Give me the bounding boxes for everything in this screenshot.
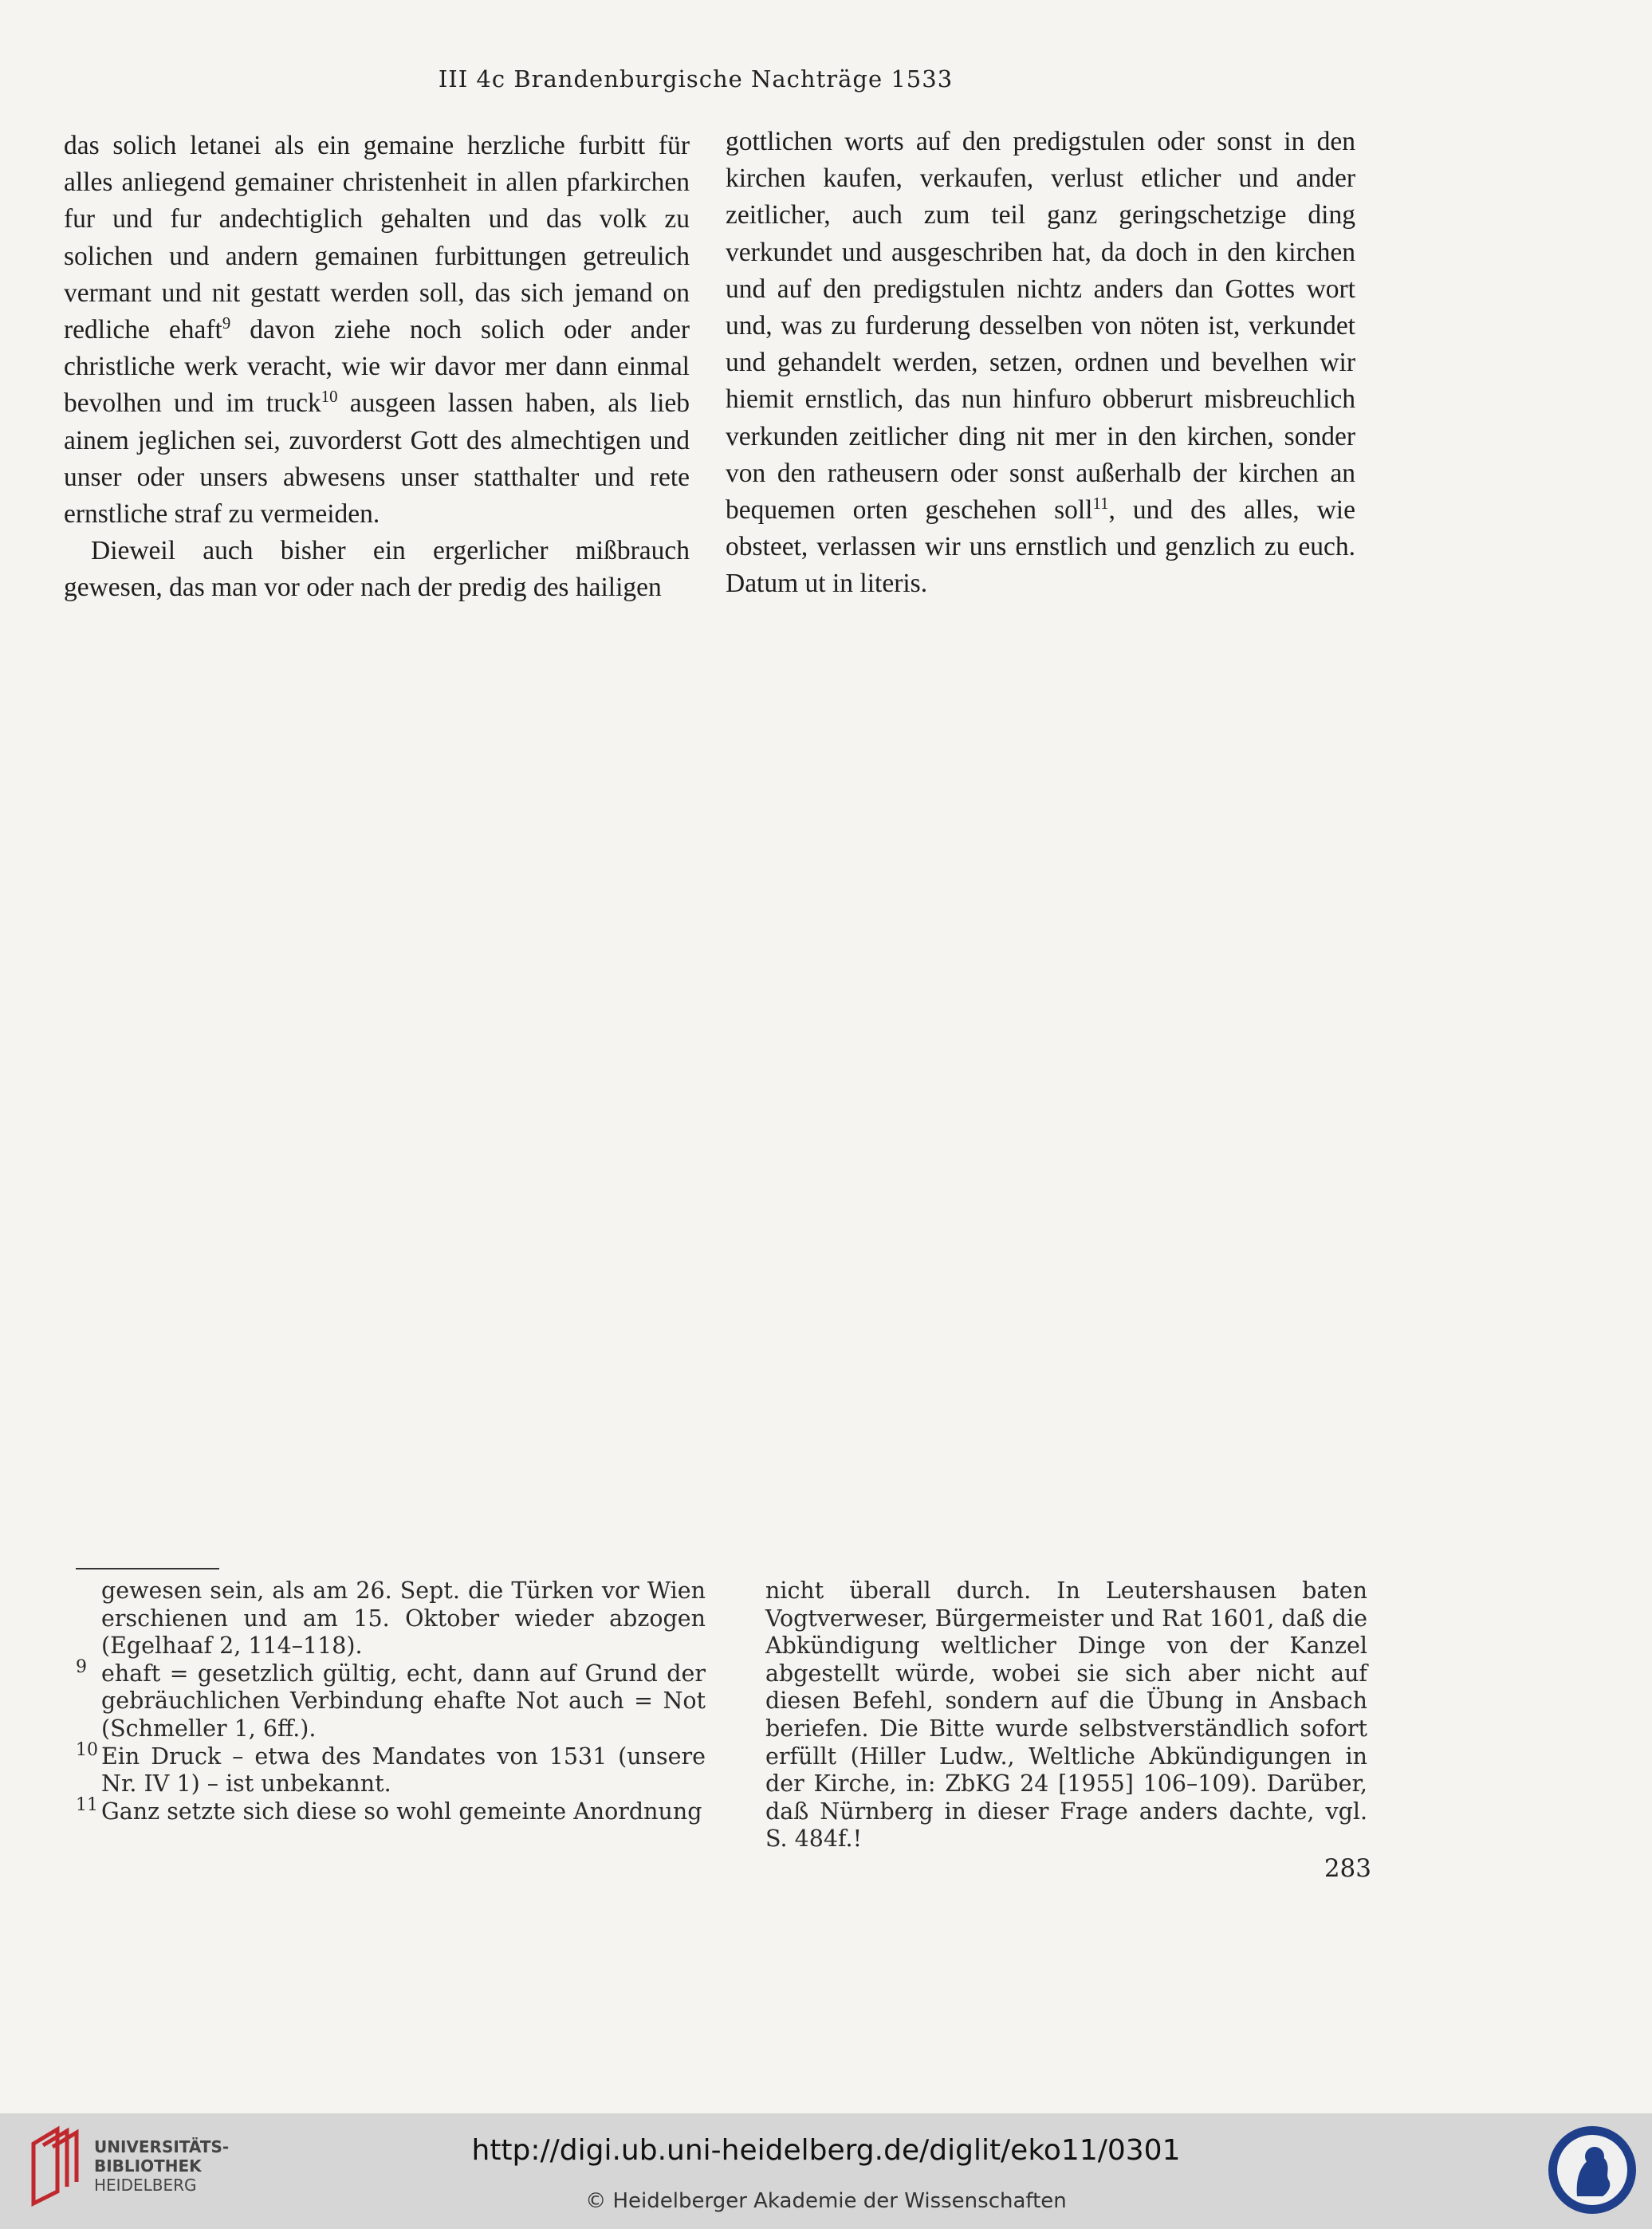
academy-seal-icon[interactable]	[1545, 2123, 1639, 2217]
body-column-left	[64, 128, 690, 607]
library-name-line1: UNIVERSITÄTS-	[94, 2137, 230, 2156]
footnote-reference: 11	[1092, 494, 1109, 513]
footnotes-right	[765, 1577, 1367, 1853]
body-paragraph	[726, 124, 1355, 603]
footnote-text: Ein Druck – etwa des Mandates von 1531 (unsere Nr. IV 1) – ist unbekannt.	[101, 1743, 706, 1798]
text-run: ausgeen lassen haben, als lieb ainem jeglichen sei, zuvorderst Gott des almechtigen und unser oder unsers abwesens unser statthalter und rete ernstliche straf zu vermeiden.	[64, 388, 690, 530]
footnote: 10 Ein Druck – etwa des Mandates von 1531 (unsere Nr. IV 1) – ist unbekannt.	[76, 1740, 706, 1798]
footnote-divider	[76, 1568, 219, 1569]
running-header: III 4c Brandenburgische Nachträge 1533	[438, 65, 954, 93]
text-run: davon ziehe noch solich oder ander christliche werk veracht, wie wir davor mer dann einmal bevolhen und im truck	[64, 315, 690, 419]
footnote-continuation: nicht überall durch. In Leutershausen baten Vogtverweser, Bürgermeister und Rat 1601, daß die Abkündigung weltlicher Dinge von der Kanzel abgestellt würde, wobei sie sich aber nicht auf diesen Befehl, sondern auf die Übung in Ansbach beriefen. Die Bitte wurde selbstverständlich sofort erfüllt (Hiller Ludw., Weltliche Abkündigungen in der Kirche, in: ZbKG 24 [1955] 106–109). Darüber, daß Nürnberg in dieser Frage anders dachte, vgl. S. 484f.!	[765, 1577, 1367, 1853]
text-run: Dieweil auch bisher ein ergerlicher mißbrauch gewesen, das man vor oder nach der predig des hailigen	[64, 536, 690, 603]
page-number: 283	[1324, 1854, 1371, 1883]
body-paragraph	[64, 533, 690, 606]
library-name-line2: BIBLIOTHEK	[94, 2156, 202, 2176]
text-run: , und des alles, wie obsteet, verlassen wir uns ernstlich und genzlich zu euch. Datum ut in literis.	[726, 495, 1355, 599]
footnote	[76, 1577, 706, 1660]
text-run: gottlichen worts auf den predigstulen oder sonst in den kirchen kaufen, verkaufen, verlust etlicher und ander zeitlicher, auch zum teil ganz geringschetzige ding verkundet und ausgeschriben hat, da doch in den kirchen und auf den predigstulen nichtz anders dan Gottes wort und, was zu furderung desselben von nöten ist, verkundet und gehandelt werden, setzen, ordnen und bevelhen wir hiemit ernstlich, das nun hinfuro obberurt misbreuchlich verkunden zeitlicher ding nit mer in den kirchen, sonder von den ratheusern oder sonst außerhalb der kirchen an bequemen orten geschehen soll	[726, 127, 1355, 526]
footnote-text: ehaft = gesetzlich gültig, echt, dann auf Grund der gebräuchlichen Verbindung ehafte Not auch = Not (Schmeller 1, 6ff.).	[101, 1660, 706, 1742]
permalink-url[interactable]: http://digi.ub.uni-heidelberg.de/diglit/eko11/0301	[471, 2134, 1181, 2167]
text-run: das solich letanei als ein gemaine herzliche furbitt für alles anliegend gemainer christenheit in allen pfarkirchen fur und fur andechtiglich gehalten und das volk zu solichen und andern gemainen furbittungen getreulich vermant und nit gestatt werden soll, das sich jemand on redliche ehaft	[64, 131, 690, 345]
footnote-reference: 9	[222, 313, 231, 333]
footnote-reference: 10	[321, 388, 338, 407]
footnote-text: Ganz setzte sich diese so wohl gemeinte Anordnung	[101, 1798, 702, 1825]
body-paragraph	[64, 128, 690, 533]
copyright-notice: © Heidelberger Akademie der Wissenschaften	[585, 2189, 1067, 2213]
footnote: 11 Ganz setzte sich diese so wohl gemeinte Anordnung	[76, 1795, 702, 1825]
body-column-right	[726, 124, 1355, 603]
footnote: 9 ehaft = gesetzlich gültig, echt, dann auf Grund der gebräuchlichen Verbindung ehafte Not auch = Not (Schmeller 1, 6ff.).	[76, 1657, 706, 1742]
library-name-line3: HEIDELBERG	[94, 2176, 197, 2195]
footnote-text: gewesen sein, als am 26. Sept. die Türken vor Wien erschienen und am 15. Oktober wieder abzogen (Egelhaaf 2, 114–118).	[101, 1577, 706, 1660]
footnotes-left	[76, 1577, 706, 1825]
